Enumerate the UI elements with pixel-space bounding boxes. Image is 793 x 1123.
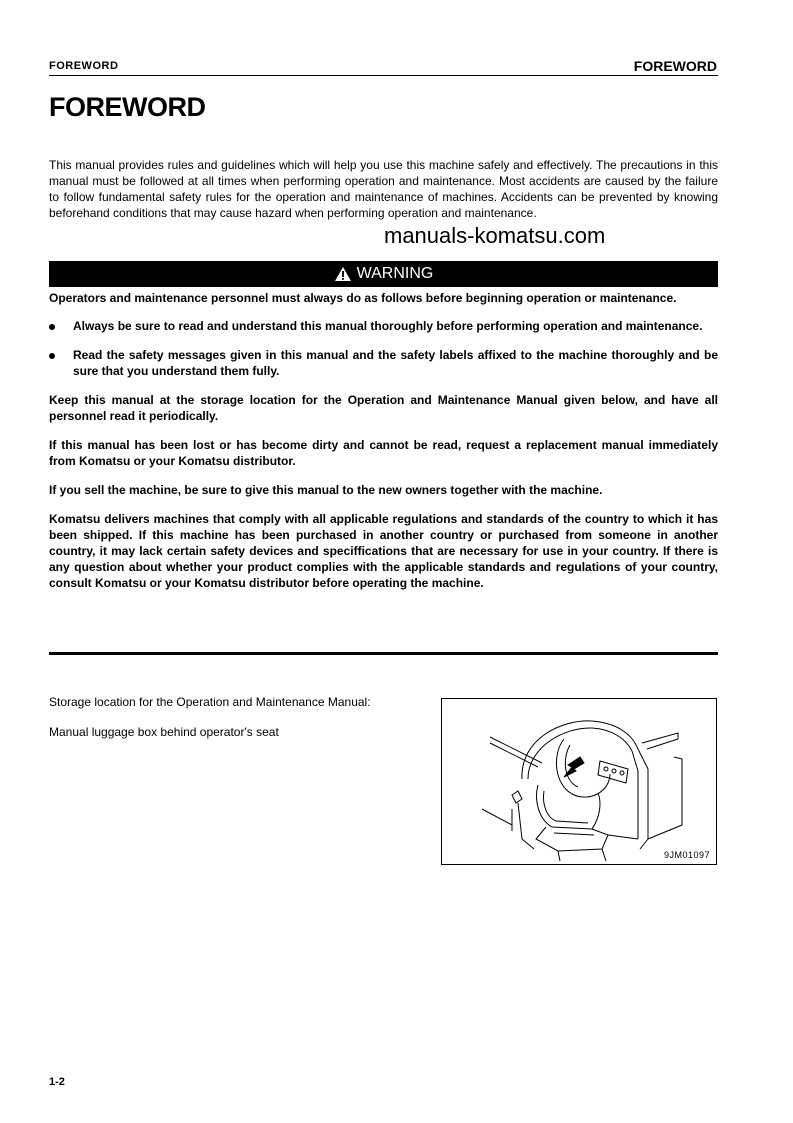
list-item: [49, 318, 718, 334]
bullet-icon: [49, 353, 55, 359]
storage-location: Manual luggage box behind operator's seat: [49, 725, 279, 739]
list-item: [49, 347, 718, 379]
warning-bullet-list: [49, 318, 718, 379]
header-chapter-label: FOREWORD: [633, 58, 717, 74]
page-number: 1-2: [49, 1076, 65, 1088]
operator-seat-illustration: [441, 698, 717, 865]
operator-seat-drawing: [442, 699, 716, 864]
storage-heading: Storage location for the Operation and Maintenance Manual:: [49, 695, 371, 709]
watermark-text: manuals-komatsu.com: [384, 223, 606, 248]
warning-banner: [49, 261, 718, 287]
warning-body: [49, 290, 718, 604]
bullet-text: Always be sure to read and understand this manual thoroughly before performing operation and maintenance.: [73, 319, 703, 333]
warning-end-rule: [49, 652, 718, 655]
figure-code: 9JM01097: [663, 850, 710, 860]
warning-paragraph: Komatsu delivers machines that comply with all applicable regulations and standards of the country to which it has been shipped. If this machine has been purchased in another country or purchased from someone in another country, it may lack certain safety devices and speciffications that are necessary for use in your country. If there is any question about whether your product complies with the applicable standards and regulations of your country, consult Komatsu or your Komatsu distributor before operating the machine.: [49, 512, 718, 590]
warning-paragraph: If this manual has been lost or has become dirty and cannot be read, request a replacement manual immediately from Komatsu or your Komatsu distributor.: [49, 438, 718, 468]
warning-label: WARNING: [356, 265, 434, 282]
intro-paragraph: This manual provides rules and guidelines which will help you use this machine safely and effectively. The precautions in this manual must be followed at all times when performing operation and maintenance. Most accidents are caused by the failure to follow fundamental safety rules for the operation and maintenance of machines. Accidents can be prevented by knowing beforehand conditions that may cause hazard when performing operation and maintenance.: [49, 158, 718, 220]
header-section-label: FOREWORD: [49, 60, 119, 72]
warning-lead: Operators and maintenance personnel must always do as follows before beginning operation or maintenance.: [49, 291, 677, 305]
bullet-text: Read the safety messages given in this manual and the safety labels affixed to the machine thoroughly and be sure that you understand them fully.: [73, 348, 718, 378]
header-divider: [49, 75, 718, 76]
warning-paragraph: Keep this manual at the storage location for the Operation and Maintenance Manual given below, and have all personnel read it periodically.: [49, 393, 718, 423]
bullet-icon: [49, 324, 55, 330]
warning-paragraph: If you sell the machine, be sure to give this manual to the new owners together with the machine.: [49, 483, 603, 497]
page-title: FOREWORD: [49, 92, 206, 122]
warning-triangle-icon: [334, 266, 352, 282]
